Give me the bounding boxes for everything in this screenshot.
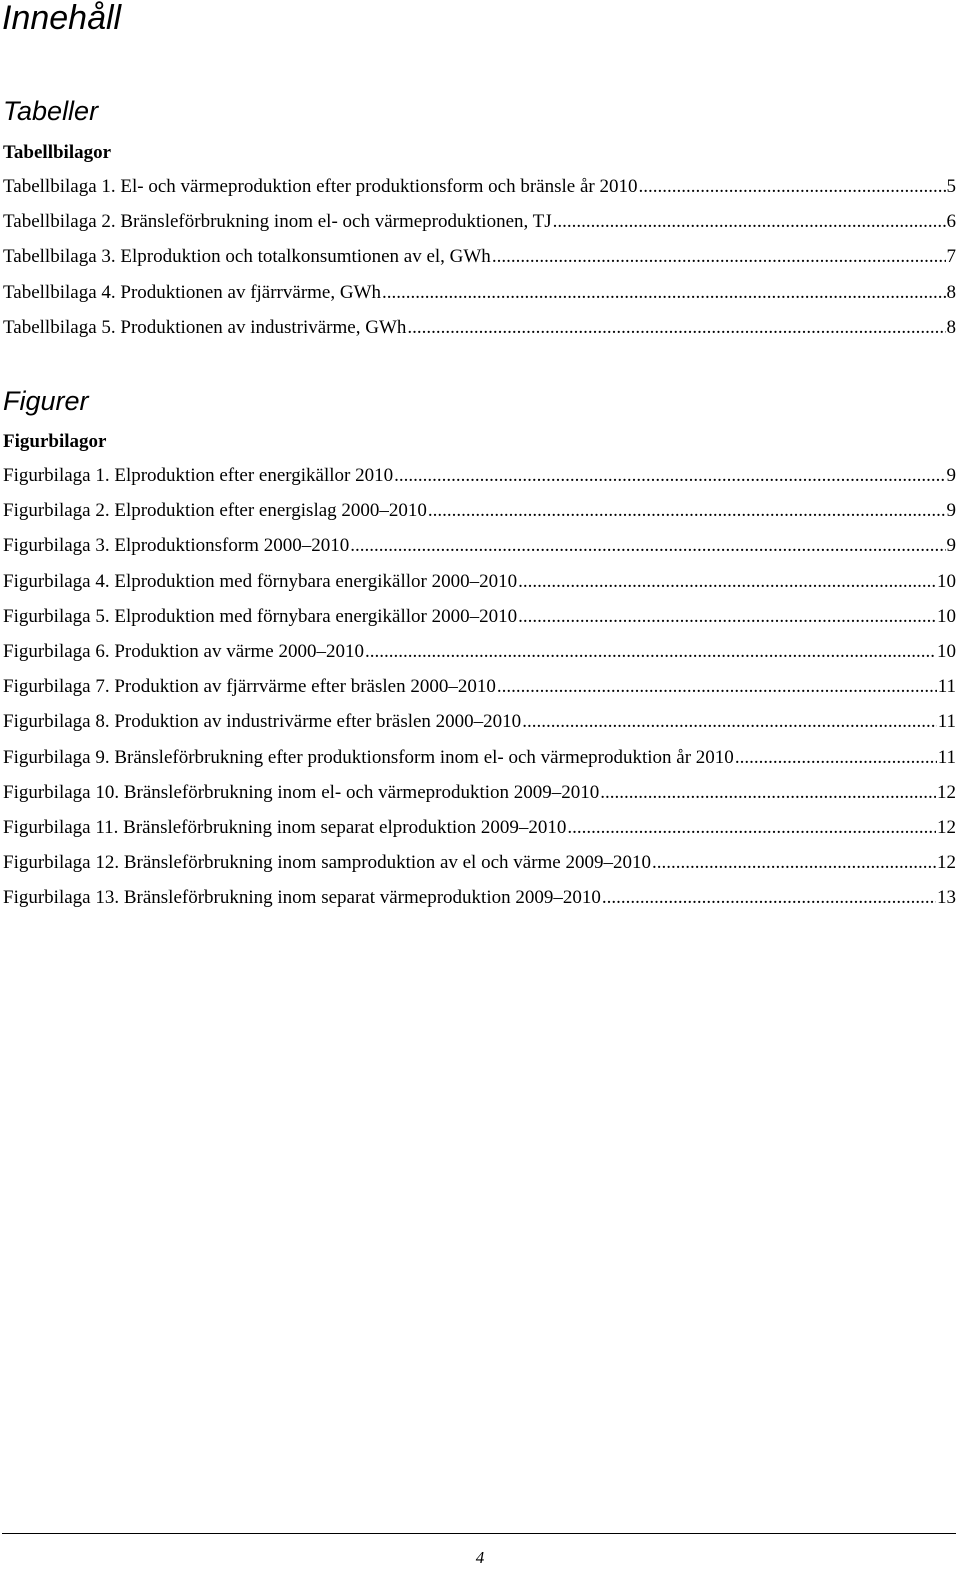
- page-title: Innehåll: [2, 0, 122, 37]
- toc-entry-label: Figurbilaga 10. Bränsleförbrukning inom el- och värmeproduktion 2009–2010: [3, 781, 600, 803]
- dot-leader: [428, 500, 946, 522]
- toc-entry-page: 11: [937, 676, 956, 698]
- toc-entry-figurbilaga-9[interactable]: [3, 747, 956, 782]
- toc-entry-figurbilaga-8[interactable]: [3, 711, 956, 746]
- toc-entry-page: 5: [946, 176, 956, 197]
- toc-entry-page: 11: [937, 746, 956, 768]
- figures-toc-list: [3, 465, 956, 922]
- toc-entry-page: 6: [946, 211, 956, 233]
- tables-heading: Tabeller: [3, 96, 99, 126]
- toc-entry-label: Figurbilaga 3. Elproduktionsform 2000–2010: [3, 535, 350, 557]
- dot-leader: [518, 571, 936, 593]
- toc-entry-figurbilaga-13[interactable]: [3, 887, 956, 922]
- toc-entry-figurbilaga-4[interactable]: [3, 571, 956, 606]
- toc-entry-figurbilaga-12[interactable]: [3, 852, 956, 887]
- toc-entry-figurbilaga-11[interactable]: [3, 817, 956, 852]
- dot-leader: [350, 535, 945, 557]
- toc-entry-page: 11: [937, 711, 956, 733]
- toc-entry-figurbilaga-6[interactable]: [3, 641, 956, 676]
- toc-entry-tabellbilaga-5[interactable]: [3, 317, 956, 352]
- dot-leader: [518, 606, 936, 628]
- toc-entry-label: Figurbilaga 4. Elproduktion med förnybara energikällor 2000–2010: [3, 570, 518, 592]
- toc-entry-label: Figurbilaga 2. Elproduktion efter energislag 2000–2010: [3, 500, 427, 522]
- toc-entry-label: Figurbilaga 13. Bränsleförbrukning inom separat värmeproduktion 2009–2010: [3, 887, 601, 909]
- figures-subheading: Figurbilagor: [3, 431, 107, 452]
- toc-entry-label: Tabellbilaga 3. Elproduktion och totalkonsumtionen av el, GWh: [3, 246, 491, 268]
- dot-leader: [553, 211, 946, 233]
- toc-entry-page: 12: [937, 816, 956, 838]
- toc-entry-page: 13: [937, 887, 956, 909]
- toc-entry-figurbilaga-2[interactable]: [3, 500, 956, 535]
- toc-entry-page: 10: [937, 570, 956, 592]
- dot-leader: [394, 465, 945, 487]
- toc-entry-page: 12: [937, 852, 956, 874]
- toc-entry-label: Tabellbilaga 5. Produktionen av industrivärme, GWh: [3, 316, 407, 338]
- toc-entry-label: Figurbilaga 7. Produktion av fjärrvärme efter bräslen 2000–2010: [3, 676, 496, 698]
- page-number: 4: [475, 1548, 485, 1567]
- toc-entry-figurbilaga-10[interactable]: [3, 782, 956, 817]
- dot-leader: [492, 246, 946, 268]
- dot-leader: [382, 282, 945, 304]
- toc-entry-figurbilaga-3[interactable]: [3, 535, 956, 570]
- toc-entry-tabellbilaga-2[interactable]: [3, 211, 956, 246]
- toc-entry-figurbilaga-7[interactable]: [3, 676, 956, 711]
- dot-leader: [638, 176, 945, 198]
- dot-leader: [652, 852, 936, 874]
- toc-entry-label: Figurbilaga 12. Bränsleförbrukning inom samproduktion av el och värme 2009–2010: [3, 852, 651, 874]
- footer-divider: [2, 1533, 956, 1534]
- dot-leader: [522, 711, 937, 733]
- toc-entry-page: 8: [946, 281, 956, 303]
- toc-entry-label: Figurbilaga 8. Produktion av industrivärme efter bräslen 2000–2010: [3, 711, 522, 733]
- toc-entry-page: 12: [937, 781, 956, 803]
- figures-heading: Figurer: [3, 386, 89, 416]
- toc-entry-page: 9: [946, 500, 956, 522]
- toc-entry-label: Figurbilaga 6. Produktion av värme 2000–2010: [3, 640, 364, 662]
- toc-entry-figurbilaga-5[interactable]: [3, 606, 956, 641]
- toc-entry-page: 9: [946, 535, 956, 557]
- toc-entry-label: Figurbilaga 9. Bränsleförbrukning efter produktionsform inom el- och värmeproduktion år 2010: [3, 746, 734, 768]
- toc-entry-label: Tabellbilaga 2. Bränsleförbrukning inom el- och värmeproduktionen, TJ: [3, 211, 552, 233]
- dot-leader: [735, 747, 937, 769]
- dot-leader: [407, 317, 945, 339]
- toc-entry-label: Figurbilaga 11. Bränsleförbrukning inom separat elproduktion 2009–2010: [3, 816, 567, 838]
- toc-entry-page: 10: [937, 605, 956, 627]
- dot-leader: [567, 817, 936, 839]
- tables-toc-list: [3, 176, 956, 352]
- dot-leader: [602, 887, 936, 909]
- toc-entry-page: 7: [946, 246, 956, 268]
- dot-leader: [365, 641, 936, 663]
- dot-leader: [600, 782, 936, 804]
- toc-entry-label: Tabellbilaga 1. El- och värmeproduktion efter produktionsform och bränsle år 2010: [3, 176, 638, 197]
- toc-entry-label: Figurbilaga 1. Elproduktion efter energikällor 2010: [3, 465, 394, 486]
- toc-entry-page: 10: [937, 640, 956, 662]
- toc-entry-tabellbilaga-1[interactable]: [3, 176, 956, 211]
- tables-subheading: Tabellbilagor: [3, 142, 112, 163]
- toc-entry-label: Figurbilaga 5. Elproduktion med förnybara energikällor 2000–2010: [3, 605, 518, 627]
- dot-leader: [497, 676, 937, 698]
- toc-entry-page: 8: [946, 316, 956, 338]
- toc-entry-page: 9: [946, 465, 956, 486]
- toc-entry-tabellbilaga-4[interactable]: [3, 282, 956, 317]
- toc-entry-label: Tabellbilaga 4. Produktionen av fjärrvärme, GWh: [3, 281, 382, 303]
- toc-entry-tabellbilaga-3[interactable]: [3, 246, 956, 281]
- toc-entry-figurbilaga-1[interactable]: [3, 465, 956, 500]
